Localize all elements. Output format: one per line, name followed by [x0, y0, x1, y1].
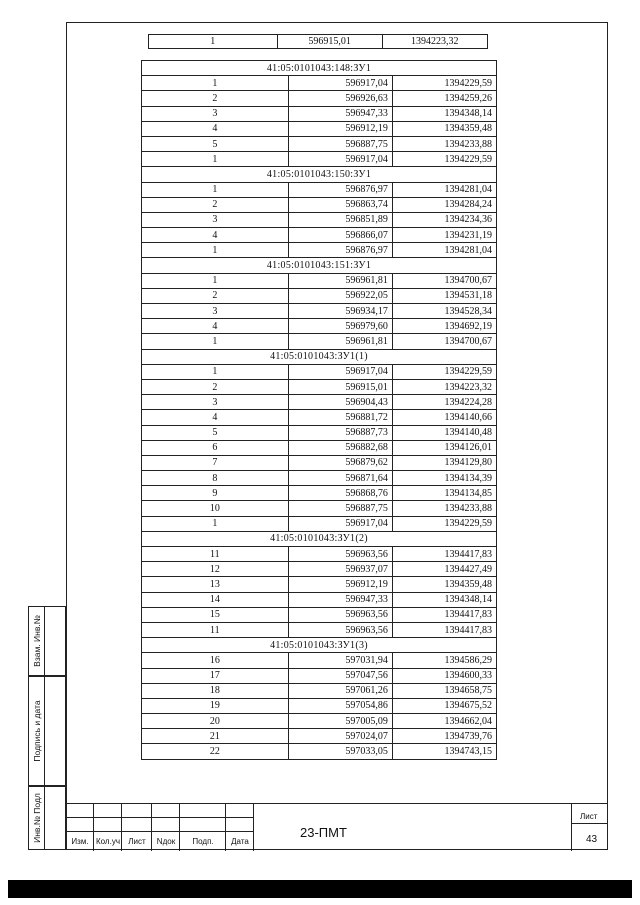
- side-label-vzam: Взам. Инв.№: [31, 615, 42, 667]
- point-number: 3: [142, 106, 289, 121]
- table-row: [142, 228, 497, 243]
- section-header-row: [142, 531, 497, 546]
- stamp-ndok: Nдок: [156, 837, 176, 846]
- table-row: [142, 288, 497, 303]
- side-stamp-podpis: [28, 676, 66, 786]
- point-number: 5: [142, 136, 289, 151]
- x-coordinate: 596904,43: [288, 395, 392, 410]
- x-coordinate: 596912,19: [288, 121, 392, 136]
- x-coordinate: 596887,75: [288, 136, 392, 151]
- y-coordinate: 1394229,59: [392, 152, 496, 167]
- table-row: [142, 121, 497, 136]
- parcel-title: 41:05:0101043:ЗУ1(2): [142, 531, 497, 546]
- table-row: [142, 471, 497, 486]
- stamp-data: Дата: [231, 837, 249, 846]
- table-row: [142, 76, 497, 91]
- table-row: [142, 364, 497, 379]
- y-coordinate: 1394134,85: [392, 486, 496, 501]
- point-number: 19: [142, 698, 289, 713]
- point-number: 15: [142, 607, 289, 622]
- table-row: [142, 486, 497, 501]
- y-coordinate: 1394140,66: [392, 410, 496, 425]
- point-number: 4: [142, 410, 289, 425]
- point-number: 1: [142, 152, 289, 167]
- point-number: 2: [142, 197, 289, 212]
- y-coordinate: 1394417,83: [392, 547, 496, 562]
- side-label-inv: Инв.№ Подл: [31, 793, 42, 843]
- y-coordinate: 1394528,34: [392, 304, 496, 319]
- point-number: 11: [142, 622, 289, 637]
- x-coordinate: 596868,76: [288, 486, 392, 501]
- x-coordinate: 596851,89: [288, 212, 392, 227]
- x-coordinate: 596912,19: [288, 577, 392, 592]
- y-coordinate: 1394739,76: [392, 729, 496, 744]
- x-coordinate: 596915,01: [288, 379, 392, 394]
- point-number: 7: [142, 455, 289, 470]
- y-coordinate: 1394700,67: [392, 334, 496, 349]
- side-stamp-vzam: [28, 606, 66, 676]
- table-row: [142, 212, 497, 227]
- x-coordinate: 596866,07: [288, 228, 392, 243]
- point-number: 8: [142, 471, 289, 486]
- table-row: [142, 152, 497, 167]
- x-coordinate: 596963,56: [288, 547, 392, 562]
- x-coordinate: 596934,17: [288, 304, 392, 319]
- point-number: 16: [142, 653, 289, 668]
- point-number: 6: [142, 440, 289, 455]
- stamp-list: Лист: [128, 837, 146, 846]
- y-coordinate: 1394675,52: [392, 698, 496, 713]
- y-coordinate: 1394743,15: [392, 744, 496, 759]
- x-coordinate: 596882,68: [288, 440, 392, 455]
- stamp-izm: Изм.: [71, 837, 89, 846]
- point-number: 4: [142, 121, 289, 136]
- y-coordinate: 1394231,19: [392, 228, 496, 243]
- table-row: [142, 516, 497, 531]
- table-row: [142, 319, 497, 334]
- point-number: 2: [142, 379, 289, 394]
- y-coordinate: 1394531,18: [392, 288, 496, 303]
- side-stamp-inv: [28, 786, 66, 850]
- x-coordinate: 596963,56: [288, 607, 392, 622]
- point-number: 1: [142, 182, 289, 197]
- point-number: 18: [142, 683, 289, 698]
- table-row: [142, 653, 497, 668]
- x-coordinate: 596887,73: [288, 425, 392, 440]
- point-number: 5: [142, 425, 289, 440]
- y-coordinate: 1394234,36: [392, 212, 496, 227]
- x-coordinate: 597031,94: [288, 653, 392, 668]
- point-number: 3: [142, 212, 289, 227]
- point-number: 12: [142, 562, 289, 577]
- table-row: [142, 607, 497, 622]
- parcel-title: 41:05:0101043:ЗУ1(3): [142, 638, 497, 653]
- stamp-podp: Подп.: [192, 837, 214, 846]
- x-coordinate: 596876,97: [288, 182, 392, 197]
- point-number: 1: [142, 76, 289, 91]
- stamp-kol: Кол.уч: [96, 837, 120, 846]
- y-coordinate: 1394658,75: [392, 683, 496, 698]
- x-coordinate: 597061,26: [288, 683, 392, 698]
- sheet-number: 43: [586, 834, 598, 845]
- y-coordinate: 1394129,80: [392, 455, 496, 470]
- point-number: 4: [142, 228, 289, 243]
- point-number: 3: [142, 304, 289, 319]
- table-row: [142, 622, 497, 637]
- x-coordinate: 597024,07: [288, 729, 392, 744]
- y-coordinate: 1394427,49: [392, 562, 496, 577]
- y-coordinate: 1394134,39: [392, 471, 496, 486]
- table-row: [142, 744, 497, 759]
- point-number: 2: [142, 288, 289, 303]
- point-number: 14: [142, 592, 289, 607]
- y-coordinate: 1394233,88: [392, 136, 496, 151]
- point-number: 1: [142, 273, 289, 288]
- scan-border-bar: [8, 880, 632, 898]
- x-coordinate: 596947,33: [288, 592, 392, 607]
- side-label-podpis: Подпись и дата: [31, 700, 42, 762]
- section-header-row: [142, 638, 497, 653]
- x-coordinate: 596926,63: [288, 91, 392, 106]
- section-header-row: [142, 349, 497, 364]
- point-number: 4: [142, 319, 289, 334]
- table-row: [142, 729, 497, 744]
- y-coordinate: 1394126,01: [392, 440, 496, 455]
- table-row: [142, 410, 497, 425]
- table-row: [142, 243, 497, 258]
- point-number: 1: [149, 35, 278, 49]
- x-coordinate: 597033,05: [288, 744, 392, 759]
- x-coordinate: 596961,81: [288, 334, 392, 349]
- x-coordinate: 596922,05: [288, 288, 392, 303]
- point-number: 11: [142, 547, 289, 562]
- table-row: [142, 91, 497, 106]
- y-coordinate: 1394281,04: [392, 243, 496, 258]
- x-coordinate: 596947,33: [288, 106, 392, 121]
- point-number: 17: [142, 668, 289, 683]
- x-coordinate: 596881,72: [288, 410, 392, 425]
- x-coordinate: 596915,01: [277, 35, 382, 49]
- parcel-title: 41:05:0101043:150:ЗУ1: [142, 167, 497, 182]
- y-coordinate: 1394600,33: [392, 668, 496, 683]
- y-coordinate: 1394586,29: [392, 653, 496, 668]
- table-row: [142, 714, 497, 729]
- x-coordinate: 596876,97: [288, 243, 392, 258]
- y-coordinate: 1394223,32: [382, 35, 487, 49]
- section-header-row: [142, 258, 497, 273]
- table-row: [142, 668, 497, 683]
- y-coordinate: 1394348,14: [392, 106, 496, 121]
- y-coordinate: 1394359,48: [392, 577, 496, 592]
- table-row: [142, 273, 497, 288]
- y-coordinate: 1394700,67: [392, 273, 496, 288]
- table-row: [142, 683, 497, 698]
- table-row: [142, 425, 497, 440]
- y-coordinate: 1394417,83: [392, 622, 496, 637]
- section-header-row: [142, 167, 497, 182]
- table-row: [142, 136, 497, 151]
- y-coordinate: 1394229,59: [392, 76, 496, 91]
- table-row: [142, 334, 497, 349]
- table-row: [142, 698, 497, 713]
- x-coordinate: 597054,86: [288, 698, 392, 713]
- table-row: [142, 106, 497, 121]
- point-number: 10: [142, 501, 289, 516]
- top-continuation-table: [148, 34, 488, 49]
- table-row: [142, 395, 497, 410]
- point-number: 1: [142, 243, 289, 258]
- point-number: 3: [142, 395, 289, 410]
- parcel-title: 41:05:0101043:ЗУ1(1): [142, 349, 497, 364]
- document-code: 23-ПМТ: [300, 825, 347, 840]
- x-coordinate: 596917,04: [288, 76, 392, 91]
- table-row: [142, 501, 497, 516]
- y-coordinate: 1394259,26: [392, 91, 496, 106]
- table-row: [142, 455, 497, 470]
- table-row: [142, 592, 497, 607]
- table-row: [142, 304, 497, 319]
- y-coordinate: 1394348,14: [392, 592, 496, 607]
- table-row: [142, 562, 497, 577]
- table-row: [149, 35, 488, 49]
- y-coordinate: 1394417,83: [392, 607, 496, 622]
- x-coordinate: 596963,56: [288, 622, 392, 637]
- y-coordinate: 1394140,48: [392, 425, 496, 440]
- y-coordinate: 1394692,19: [392, 319, 496, 334]
- y-coordinate: 1394284,24: [392, 197, 496, 212]
- point-number: 2: [142, 91, 289, 106]
- y-coordinate: 1394233,88: [392, 501, 496, 516]
- table-row: [142, 547, 497, 562]
- parcel-title: 41:05:0101043:148:ЗУ1: [142, 61, 497, 76]
- point-number: 21: [142, 729, 289, 744]
- x-coordinate: 596979,60: [288, 319, 392, 334]
- parcel-title: 41:05:0101043:151:ЗУ1: [142, 258, 497, 273]
- point-number: 9: [142, 486, 289, 501]
- point-number: 13: [142, 577, 289, 592]
- y-coordinate: 1394229,59: [392, 364, 496, 379]
- point-number: 1: [142, 334, 289, 349]
- x-coordinate: 596879,62: [288, 455, 392, 470]
- y-coordinate: 1394359,48: [392, 121, 496, 136]
- table-row: [142, 379, 497, 394]
- sheet-label: Лист: [580, 812, 598, 821]
- section-header-row: [142, 61, 497, 76]
- coordinates-table: [141, 60, 497, 760]
- y-coordinate: 1394281,04: [392, 182, 496, 197]
- point-number: 1: [142, 516, 289, 531]
- table-row: [142, 182, 497, 197]
- x-coordinate: 596917,04: [288, 364, 392, 379]
- x-coordinate: 596917,04: [288, 516, 392, 531]
- y-coordinate: 1394224,28: [392, 395, 496, 410]
- y-coordinate: 1394229,59: [392, 516, 496, 531]
- x-coordinate: 596917,04: [288, 152, 392, 167]
- table-row: [142, 440, 497, 455]
- y-coordinate: 1394662,04: [392, 714, 496, 729]
- x-coordinate: 596871,64: [288, 471, 392, 486]
- x-coordinate: 596961,81: [288, 273, 392, 288]
- point-number: 22: [142, 744, 289, 759]
- y-coordinate: 1394223,32: [392, 379, 496, 394]
- x-coordinate: 596863,74: [288, 197, 392, 212]
- x-coordinate: 596937,07: [288, 562, 392, 577]
- x-coordinate: 597005,09: [288, 714, 392, 729]
- point-number: 1: [142, 364, 289, 379]
- x-coordinate: 596887,75: [288, 501, 392, 516]
- x-coordinate: 597047,56: [288, 668, 392, 683]
- table-row: [142, 197, 497, 212]
- table-row: [142, 577, 497, 592]
- point-number: 20: [142, 714, 289, 729]
